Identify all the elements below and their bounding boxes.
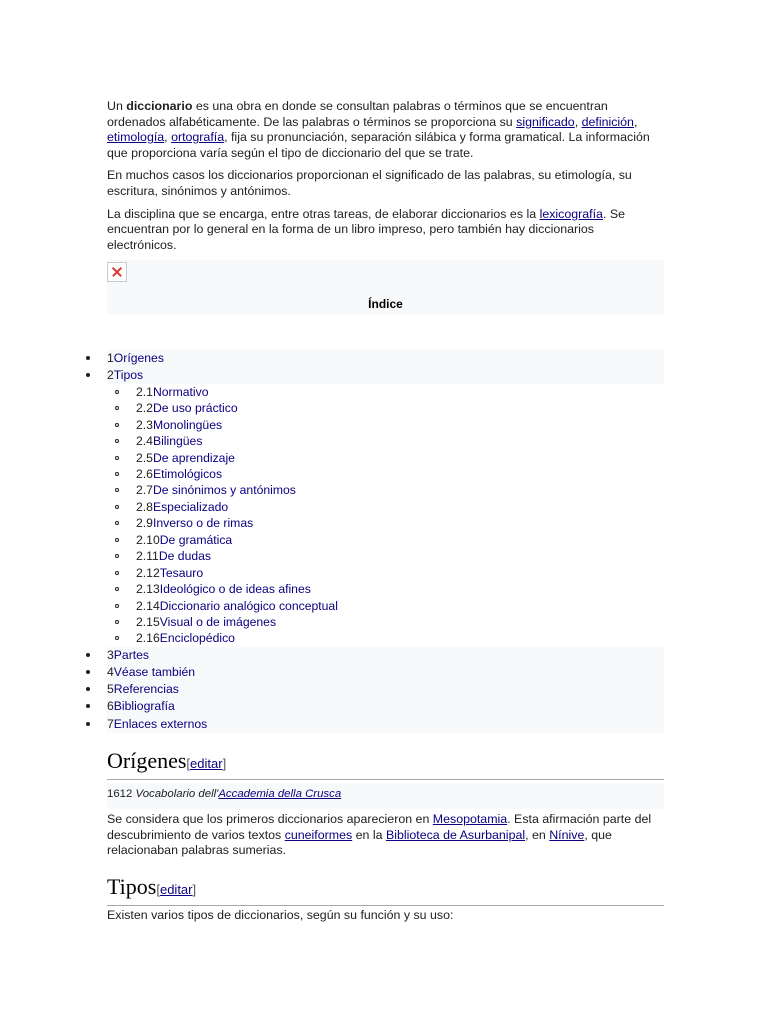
toc-sub-bullet [115, 521, 119, 525]
link-accademia[interactable]: Accademia della Crusca [218, 788, 342, 800]
toc-label: Visual o de imágenes [159, 615, 277, 629]
toc-label: Monolingües [152, 418, 223, 432]
toc-sub-bullet [115, 439, 119, 443]
toc-label: Ideológico o de ideas afines [159, 582, 311, 596]
link-lexicografia[interactable]: lexicografía [539, 206, 603, 221]
toc-label: De uso práctico [152, 401, 238, 415]
toc-number: 2.9 [136, 516, 153, 530]
toc-label: Véase también [113, 665, 196, 679]
toc-item[interactable] [136, 450, 235, 466]
toc-sub-bullet [115, 538, 119, 542]
toc-label: De sinónimos y antónimos [152, 483, 296, 497]
body-text: , en [525, 827, 550, 842]
toc-item[interactable] [136, 548, 211, 564]
toc-number: 4 [107, 665, 114, 679]
toc-sub-bullet [115, 406, 119, 410]
toc-number: 2.10 [136, 533, 160, 547]
toc-sub-bullet [115, 620, 119, 624]
caption-year: 1612 [107, 788, 136, 800]
toc-sub-bullet [115, 456, 119, 460]
toc-sub-bullet [115, 488, 119, 492]
toc-item[interactable] [107, 664, 195, 680]
image-caption [107, 783, 664, 809]
caption-title: Vocabolario dell' [135, 788, 219, 800]
toc-number: 2.1 [136, 385, 153, 399]
toc-number: 7 [107, 717, 114, 731]
toc-label: Bibliografía [113, 699, 175, 713]
toc-item[interactable] [136, 433, 202, 449]
toc-item[interactable] [107, 681, 179, 697]
bracket: [ [156, 882, 160, 897]
toc-number: 2.16 [136, 631, 160, 645]
origenes-paragraph [107, 812, 664, 859]
toc-number: 2.13 [136, 582, 160, 596]
toc-item[interactable] [136, 515, 253, 531]
toc-number: 2.5 [136, 451, 153, 465]
toc-bullet [86, 670, 90, 674]
toc-item[interactable] [136, 499, 228, 515]
link-cuneiformes[interactable]: cuneiformes [284, 827, 353, 842]
toc-sub-bullet [115, 423, 119, 427]
toc-label: Bilingües [152, 434, 203, 448]
toc-number: 2.4 [136, 434, 153, 448]
intro-paragraph-2: En muchos casos los diccionarios proporcionan el significado de las palabras, su etimología, su escritura, sinónimos y antónimos. [107, 168, 632, 198]
tipos-paragraph: Existen varios tipos de diccionarios, según su función y su uso: [107, 908, 454, 922]
toc-number: 2.6 [136, 467, 153, 481]
toc-label: Referencias [113, 682, 179, 696]
toc-label: De dudas [158, 549, 211, 563]
link-ortografia[interactable]: ortografía [171, 130, 225, 145]
broken-image-icon [107, 262, 127, 282]
toc-sub-bullet [115, 604, 119, 608]
toc-label: Tipos [113, 368, 144, 382]
section-heading-origenes [107, 748, 664, 780]
toc-number: 5 [107, 682, 114, 696]
link-significado[interactable]: significado [516, 114, 575, 129]
toc-label: Etimológicos [152, 467, 223, 481]
body-text: . Esta afirmación parte del descubrimiento de varios textos [107, 812, 652, 842]
toc-label: De aprendizaje [152, 451, 235, 465]
toc-item[interactable] [136, 384, 209, 400]
toc-item[interactable] [107, 647, 149, 663]
toc-number: 1 [107, 351, 114, 365]
toc-item[interactable] [136, 532, 232, 548]
toc-sub-bullet [115, 587, 119, 591]
toc-number: 2.8 [136, 500, 153, 514]
toc-title: Índice [368, 297, 403, 312]
bracket: [ [186, 756, 191, 771]
toc-item[interactable] [136, 400, 238, 416]
edit-link-origenes[interactable]: editar [190, 756, 223, 771]
toc-sub-bullet [115, 472, 119, 476]
intro-section [107, 99, 664, 314]
toc-number: 2 [107, 368, 114, 382]
toc-number: 2.15 [136, 615, 160, 629]
intro-paragraph-1: Un diccionario es una obra en donde se consultan palabras o términos que se encuentran ordenados alfabéticamente. De las palabras o términos se proporciona su significado, definición, etimología, ortografía, fija su pronunciación, separación silábica y forma gramatical. La información que proporciona varía según el tipo de diccionario del que se trate. [107, 99, 650, 160]
toc-label: Enciclopédico [159, 631, 235, 645]
toc-bullet [86, 704, 90, 708]
toc-number: 6 [107, 699, 114, 713]
toc-item[interactable] [136, 482, 296, 498]
toc-number: 2.3 [136, 418, 153, 432]
toc-label: Diccionario analógico conceptual [159, 599, 338, 613]
intro-text: . Se encuentran por lo general en la forma de un libro impreso, pero también hay diccionarios electrónicos. [107, 206, 625, 252]
toc-bullet [86, 653, 90, 657]
edit-link-tipos[interactable]: editar [159, 882, 193, 897]
link-ninive[interactable]: Nínive [549, 827, 585, 842]
toc-sub-bullet [115, 505, 119, 509]
toc-bullet [86, 722, 90, 726]
toc-item[interactable] [136, 598, 338, 614]
edit-section [186, 756, 226, 771]
toc-bullet [86, 373, 90, 377]
toc-sub-bullet [115, 571, 119, 575]
body-text: , que relacionaban palabras sumerias. [107, 827, 612, 858]
intro-text: , fija su pronunciación, separación silábica y forma gramatical. La información que proporciona varía según el tipo de diccionario del que se trate. [107, 130, 650, 160]
toc-header-box [107, 260, 664, 314]
bracket: ] [192, 882, 197, 897]
toc-item[interactable] [107, 367, 143, 383]
toc-label: Enlaces externos [113, 717, 208, 731]
bracket: ] [222, 756, 227, 771]
toc-number: 2.14 [136, 599, 160, 613]
toc-number: 2.2 [136, 401, 153, 415]
heading-text: Orígenes [107, 748, 187, 773]
body-text: en la [352, 827, 386, 842]
toc-bullet [86, 356, 90, 360]
toc-sub-bullet [115, 636, 119, 640]
toc-number: 2.11 [136, 549, 159, 563]
toc-sub-bullet [115, 554, 119, 558]
toc-bullet [86, 687, 90, 691]
toc-item[interactable] [107, 698, 175, 714]
term-bold: diccionario [126, 99, 193, 113]
tipos-paragraph-wrap [107, 908, 664, 931]
edit-section [156, 882, 196, 897]
toc-label: Normativo [152, 385, 209, 399]
body-text: Se considera que los primeros diccionarios aparecieron en [107, 812, 433, 826]
toc-item[interactable] [136, 466, 222, 482]
toc-label: Orígenes [113, 351, 164, 365]
toc-label: De gramática [159, 533, 233, 547]
heading-text: Tipos [107, 874, 157, 899]
toc-item[interactable] [136, 565, 203, 581]
toc-sub-bullet [115, 390, 119, 394]
toc-number: 2.7 [136, 483, 153, 497]
toc-item[interactable] [136, 581, 311, 597]
toc-item[interactable] [136, 417, 222, 433]
link-etimologia[interactable]: etimología [107, 130, 165, 145]
toc-item[interactable] [136, 630, 235, 646]
toc-label: Especializado [152, 500, 229, 514]
toc-item[interactable] [107, 350, 164, 366]
intro-text: Un [107, 99, 127, 113]
link-definicion[interactable]: definición [581, 114, 634, 129]
toc-band [107, 350, 664, 384]
section-heading-tipos [107, 874, 664, 906]
toc-label: Partes [113, 648, 150, 662]
toc-label: Tesauro [159, 566, 204, 580]
intro-text: La disciplina que se encarga, entre otras tareas, de elaborar diccionarios es la [107, 206, 540, 221]
origenes-paragraph-wrap [107, 812, 664, 866]
intro-paragraph-3 [107, 207, 664, 254]
link-biblioteca[interactable]: Biblioteca de Asurbanipal [385, 827, 526, 842]
toc-number: 2.12 [136, 566, 160, 580]
link-mesopotamia[interactable]: Mesopotamia [432, 812, 508, 826]
toc-item[interactable] [136, 614, 276, 630]
toc-label: Inverso o de rimas [152, 516, 254, 530]
intro-text: es una obra en donde se consultan palabras o términos que se encuentran ordenados alfabéticamente. De las palabras o términos se proporciona su [107, 99, 608, 129]
toc-number: 3 [107, 648, 114, 662]
toc-item[interactable] [107, 716, 207, 732]
